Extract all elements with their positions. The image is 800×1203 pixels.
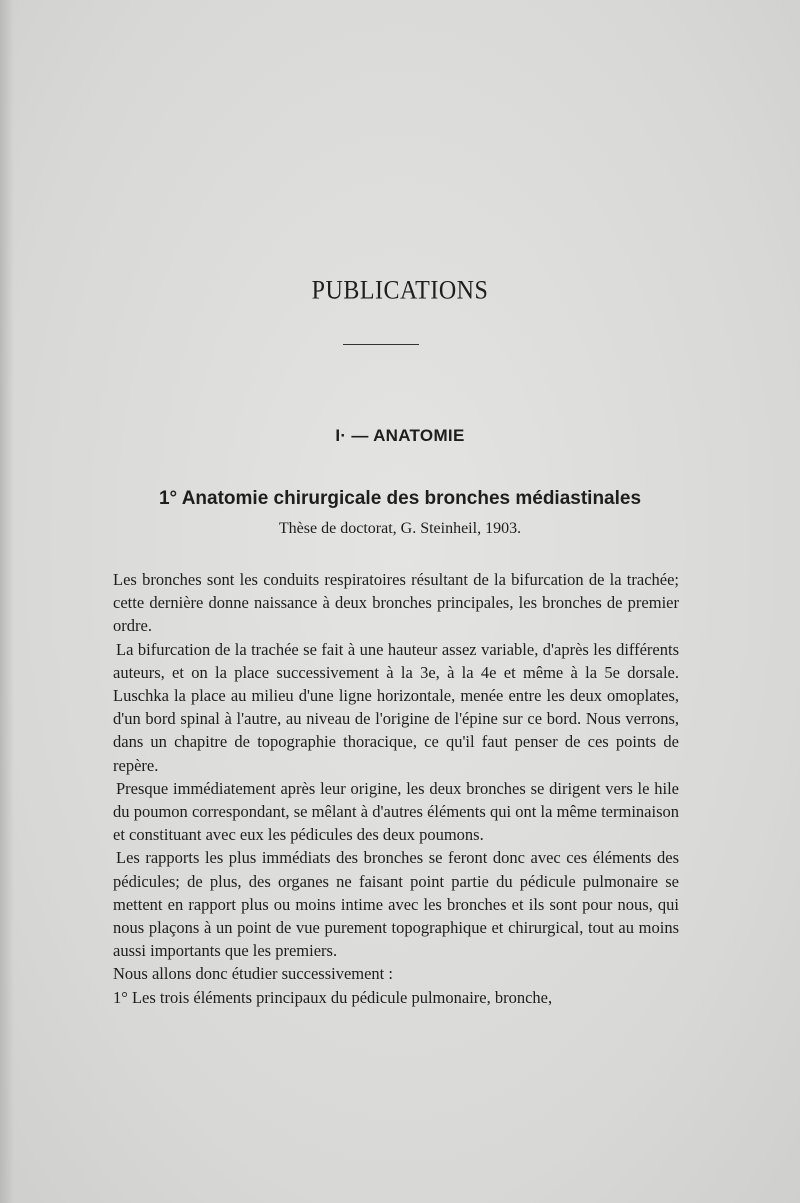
paragraph: 1° Les trois éléments principaux du pédicule pulmonaire, bronche, — [113, 987, 553, 1007]
paragraph: La bifurcation de la trachée se fait à une hauteur assez variable, d'après les différents auteurs, et on la place successivement à la 3e, à la 4e et même à la 5e dorsale. Luschka la place au milieu d'une ligne horizontale, menée entre les deux omoplates, d'un bord spinal à l'autre, au niveau de l'origine de l'épine sur ce bord. Nous verrons, dans un chapitre de topographie thoracique, ce qu'il faut penser de ces points de repère. — [113, 639, 679, 775]
page-title: PUBLICATIONS — [311, 276, 489, 305]
body-text — [113, 568, 679, 1009]
paragraph: Les rapports les plus immédiats des bronches se feront donc avec ces éléments des pédicules; de plus, des organes ne faisant point partie du pédicule pulmonaire se mettent en rapport plus ou moins intime avec les bronches et ils sont pour nous, qui nous plaçons à un point de vue purement topographique et chirurgical, tout au moins aussi importants que les premiers. — [113, 848, 679, 961]
section-heading: I· — ANATOMIE — [335, 426, 465, 445]
page-edge-shadow — [0, 0, 14, 1203]
publication-subheading: Thèse de doctorat, G. Steinheil, 1903. — [278, 520, 522, 537]
paragraph: Presque immédiatement après leur origine, les deux bronches se dirigent vers le hile du poumon correspondant, se mêlant à d'autres éléments qui ont la même terminaison et constituant avec eux les pédicules des deux poumons. — [113, 778, 679, 845]
publication-heading: 1° Anatomie chirurgicale des bronches médiastinales — [158, 488, 642, 509]
title-rule — [343, 344, 419, 345]
paragraph: Les bronches sont les conduits respiratoires résultant de la bifurcation de la trachée; cette dernière donne naissance à deux bronches principales, les bronches de premier ordre. — [113, 570, 679, 636]
paragraph: Nous allons donc étudier successivement : — [113, 964, 393, 984]
